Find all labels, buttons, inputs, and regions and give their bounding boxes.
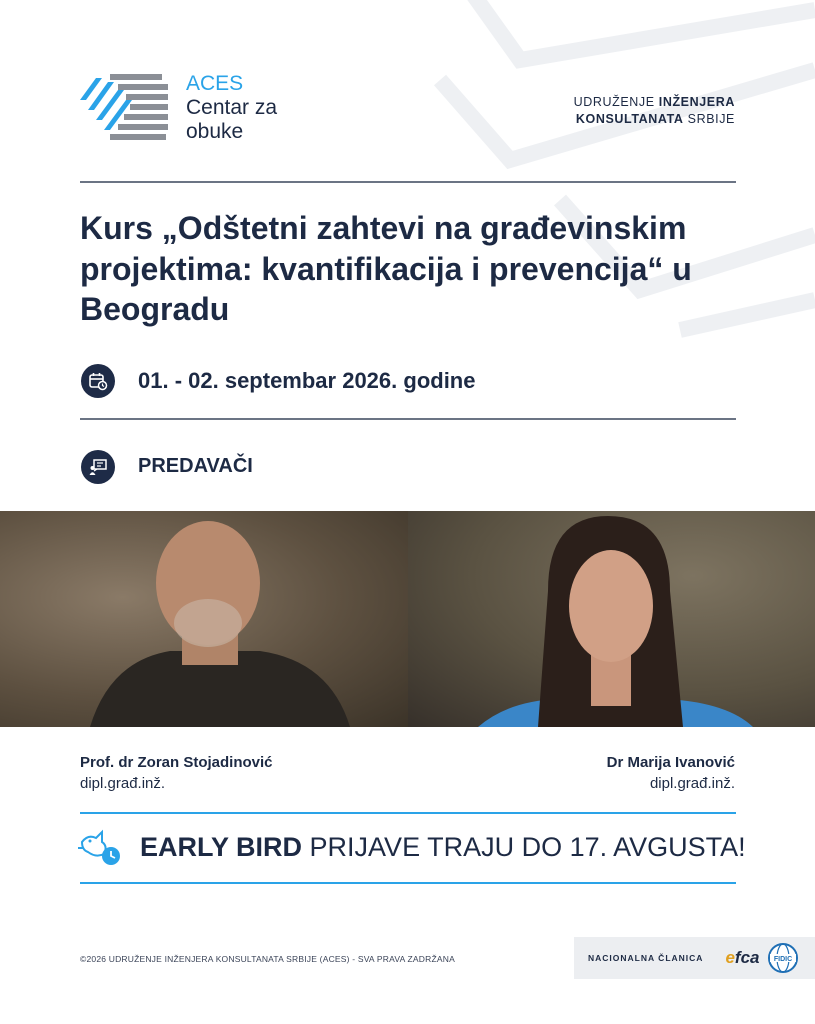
- course-title: Kurs „Odštetni zahtevi na građevinskim projektima: kvantifikacija i prevencija“ u Beogradu: [80, 210, 692, 328]
- lecturers-heading: PREDAVAČI: [138, 455, 253, 477]
- membership-box: [574, 937, 815, 979]
- presenter-icon: [81, 450, 115, 484]
- member-label: NACIONALNA ČLANICA: [588, 953, 704, 963]
- lecturer-photo-1: [0, 511, 408, 727]
- logo-name: ACES: [186, 72, 244, 95]
- fidic-text: FIDIC: [774, 956, 793, 963]
- early-bird-banner: [140, 832, 746, 863]
- logo-line-2: obuke: [186, 120, 244, 144]
- efca-logo: [725, 948, 759, 968]
- course-date: 01. - 02. septembar 2026. godine: [138, 368, 476, 393]
- aces-logo: [80, 70, 277, 146]
- bird-clock-icon: [78, 828, 124, 870]
- copyright-footer: ©2026 UDRUŽENJE INŽENJERA KONSULTANATA SRBIJE (ACES) - SVA PRAVA ZADRŽANA: [80, 954, 455, 964]
- org-line1-prefix: UDRUŽENJE: [573, 95, 659, 109]
- early-bird-bold: EARLY BIRD: [140, 832, 303, 862]
- efca-rest: fca: [734, 948, 760, 967]
- calendar-clock-icon: [81, 364, 115, 398]
- divider-middle: [80, 418, 736, 420]
- efca-e: e: [725, 948, 735, 967]
- lecturer-2-title: dipl.građ.inž.: [649, 775, 735, 792]
- lecturer-2: [607, 752, 735, 794]
- fidic-globe-logo-icon: [767, 942, 799, 974]
- lecturer-2-name: Dr Marija Ivanović: [606, 754, 735, 771]
- early-bird-rest: PRIJAVE TRAJU DO 17. AVGUSTA!: [302, 832, 746, 862]
- org-line2-suffix: SRBIJE: [683, 111, 735, 126]
- logo-line-1: Centar za: [186, 96, 278, 120]
- aces-cube-logo-icon: [80, 70, 170, 146]
- divider-top: [80, 181, 736, 183]
- org-line1-bold: INŽENJERA: [658, 95, 735, 109]
- early-bird-top-line: [80, 812, 736, 814]
- org-line2-bold: KONSULTANATA: [575, 111, 684, 126]
- lecturer-1-name: Prof. dr Zoran Stojadinović: [80, 754, 273, 771]
- organization-name: [574, 94, 735, 128]
- early-bird-bottom-line: [80, 882, 736, 884]
- lecturer-1-title: dipl.građ.inž.: [80, 775, 166, 792]
- lecturer-photo-2: [408, 511, 815, 727]
- lecturer-1: [80, 752, 273, 794]
